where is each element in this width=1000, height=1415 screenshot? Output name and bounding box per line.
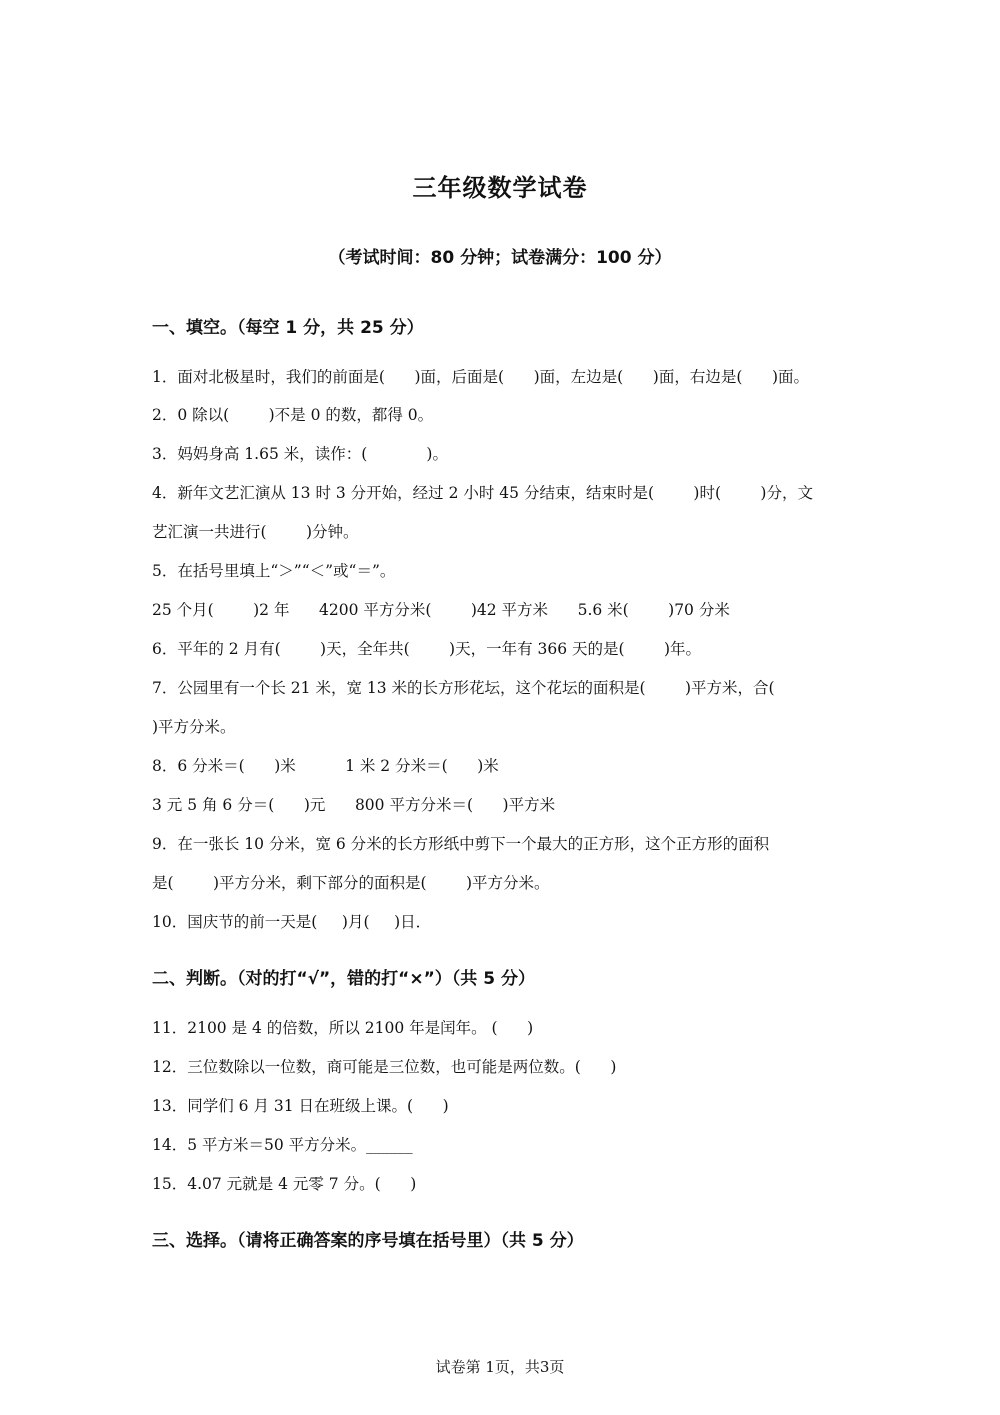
question-line: 11．2100 是 4 的倍数，所以 2100 年是闰年。 ( ) (152, 1019, 534, 1037)
question-line: )平方分米。 (152, 718, 236, 736)
question-line: 2．0 除以( )不是 0 的数，都得 0。 (152, 406, 434, 424)
question-line: 7．公园里有一个长 21 米，宽 13 米的长方形花坛，这个花坛的面积是( )平方米，合( (152, 679, 775, 697)
section-heading-true-false: 二、判断。（对的打“√”，错的打“×”）（共 5 分） (152, 969, 535, 989)
question-line: 3．妈妈身高 1.65 米，读作：( )。 (152, 445, 448, 463)
exam-info: （考试时间：80 分钟；试卷满分：100 分） (328, 248, 672, 268)
question-line: 13．同学们 6 月 31 日在班级上课。( ) (152, 1097, 449, 1115)
question-line: 12．三位数除以一位数，商可能是三位数，也可能是两位数。( ) (152, 1058, 617, 1076)
question-line: 15．4.07 元就是 4 元零 7 分。( ) (152, 1175, 417, 1193)
section-heading-fill-blank: 一、填空。（每空 1 分，共 25 分） (152, 318, 424, 338)
question-line: 14．5 平方米＝50 平方分米。______ (152, 1136, 413, 1154)
question-line: 5．在括号里填上“＞”“＜”或“＝”。 (152, 562, 396, 580)
page-footer: 试卷第 1页，共3页 (435, 1358, 565, 1376)
question-line: 8．6 分米＝( )米 1 米 2 分米＝( )米 (152, 757, 499, 775)
question-line: 4．新年文艺汇演从 13 时 3 分开始，经过 2 小时 45 分结束，结束时是( )时( )分，文 (152, 484, 813, 502)
question-line: 25 个月( )2 年 4200 平方分米( )42 平方米 5.6 米( )70 分米 (152, 601, 730, 619)
question-line: 1．面对北极星时，我们的前面是( )面，后面是( )面，左边是( )面，右边是( )面。 (152, 368, 809, 386)
section-heading-multiple-choice: 三、选择。（请将正确答案的序号填在括号里）（共 5 分） (152, 1231, 584, 1251)
question-line: 10．国庆节的前一天是( )月( )日． (152, 913, 432, 931)
question-line: 是( )平方分米，剩下部分的面积是( )平方分米。 (152, 874, 550, 892)
question-line: 9．在一张长 10 分米，宽 6 分米的长方形纸中剪下一个最大的正方形，这个正方形的面积 (152, 835, 770, 853)
question-line: 6．平年的 2 月有( )天，全年共( )天，一年有 366 天的是( )年。 (152, 640, 702, 658)
page-title: 三年级数学试卷 (412, 174, 588, 202)
question-line: 艺汇演一共进行( )分钟。 (152, 523, 359, 541)
question-line: 3 元 5 角 6 分＝( )元 800 平方分米＝( )平方米 (152, 796, 556, 814)
